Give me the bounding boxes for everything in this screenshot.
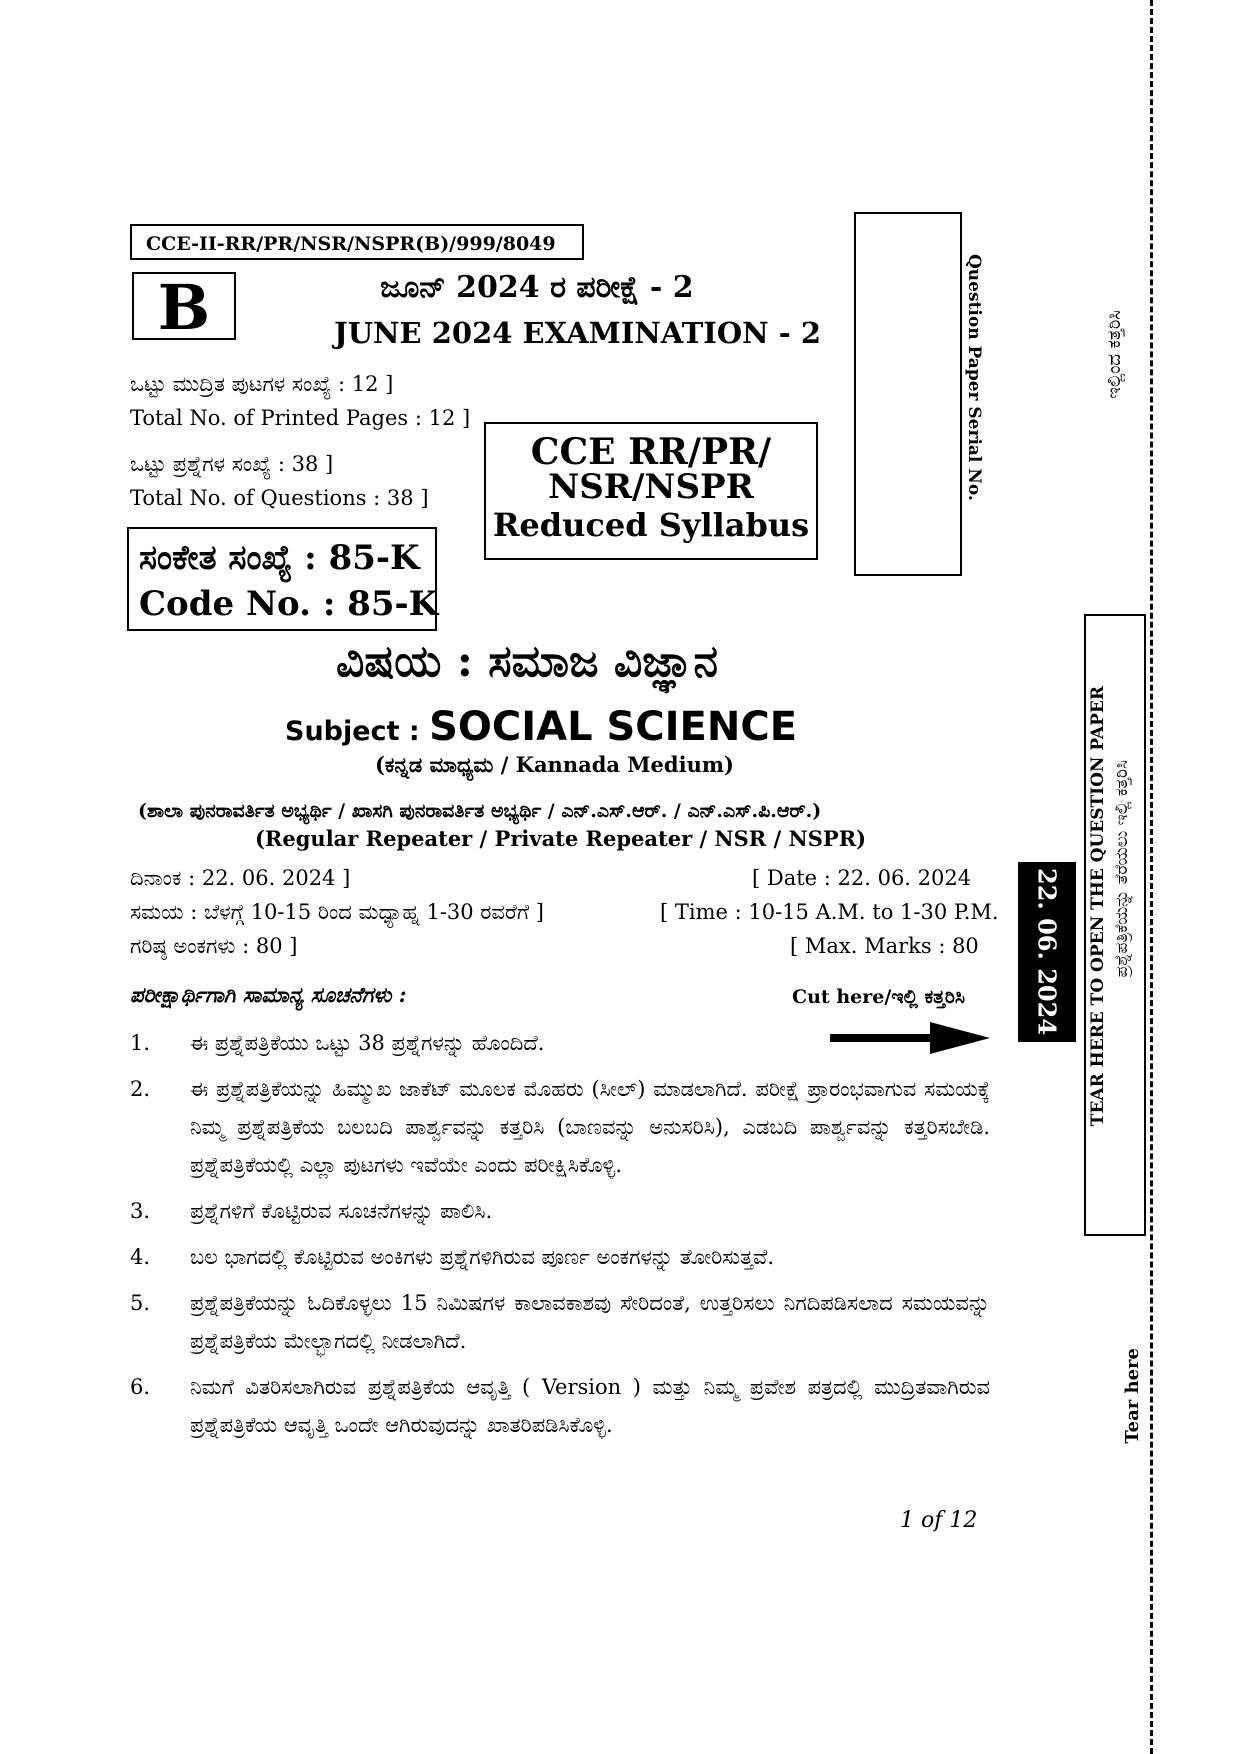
- version-box: B: [132, 272, 236, 340]
- time-english: [ Time : 10-15 A.M. to 1-30 P.M.: [660, 900, 999, 924]
- list-item: 1. ಈ ಪ್ರಶ್ನೆಪತ್ರಿಕೆಯು ಒಟ್ಟು 38 ಪ್ರಶ್ನೆಗಳನ್ನು ಹೊಂದಿದೆ.: [130, 1031, 545, 1055]
- printed-pages-english: Total No. of Printed Pages : 12 ]: [130, 406, 471, 430]
- instructions-list: [130, 1024, 990, 1452]
- candidate-type-kannada: (ಶಾಲಾ ಪುನರಾವರ್ತಿತ ಅಭ್ಯರ್ಥಿ / ಖಾಸಗಿ ಪುನರಾವರ್ತಿತ ಅಭ್ಯರ್ಥಿ / ಎನ್.ಎಸ್.ಆರ್. / ಎನ್.ಎಸ್.ಪಿ.ಆರ್.): [138, 800, 822, 822]
- subject-label: Subject :: [285, 716, 430, 747]
- perforation-line[interactable]: [1150, 0, 1153, 1754]
- list-item: 6. ನಿಮಗೆ ವಿತರಿಸಲಾಗಿರುವ ಪ್ರಶ್ನೆಪತ್ರಿಕೆಯ ಆವೃತ್ತಿ ( Version ) ಮತ್ತು ನಿಮ್ಮ ಪ್ರವೇಶ ಪತ್ರದಲ್ಲಿ ಮುದ್ರಿತವಾಗಿರುವ ಪ್ರಶ್ನೆಪತ್ರಿಕೆಯ ಆವೃತ್ತಿ ಒಂದೇ ಆಗಿರುವುದನ್ನು ಖಾತರಿಪಡಿಸಿಕೊಳ್ಳಿ.: [130, 1375, 990, 1437]
- exam-title-kannada: ಜೂನ್ 2024 ರ ಪರೀಕ್ಷೆ - 2: [380, 270, 694, 305]
- subject-english: [285, 704, 797, 750]
- printed-pages-kannada: ಒಟ್ಟು ಮುದ್ರಿತ ಪುಟಗಳ ಸಂಖ್ಯೆ : 12 ]: [130, 372, 394, 396]
- list-item: 3. ಪ್ರಶ್ನೆಗಳಿಗೆ ಕೊಟ್ಟಿರುವ ಸೂಚನೆಗಳನ್ನು ಪಾಲಿಸಿ.: [130, 1199, 493, 1223]
- questions-count-kannada: ಒಟ್ಟು ಪ್ರಶ್ನೆಗಳ ಸಂಖ್ಯೆ : 38 ]: [130, 452, 334, 476]
- syllabus-line-3: Reduced Syllabus: [492, 506, 810, 544]
- paper-code-box: CCE-II-RR/PR/NSR/NSPR(B)/999/8049: [130, 224, 584, 260]
- date-english: [ Date : 22. 06. 2024: [752, 866, 972, 890]
- questions-count-english: Total No. of Questions : 38 ]: [130, 486, 429, 510]
- cut-from-here-kannada: ಇಲ್ಲಿಂದ ಕತ್ತರಿಸಿ: [1104, 310, 1125, 399]
- subject-code-box: [127, 527, 437, 631]
- cut-here-label: Cut here/ಇಲ್ಲಿ ಕತ್ತರಿಸಿ: [792, 986, 965, 1008]
- instructions-title: ಪರೀಕ್ಷಾರ್ಥಿಗಾಗಿ ಸಾಮಾನ್ಯ ಸೂಚನೆಗಳು :: [130, 982, 407, 1007]
- list-item: 4. ಬಲ ಭಾಗದಲ್ಲಿ ಕೊಟ್ಟಿರುವ ಅಂಕಿಗಳು ಪ್ರಶ್ನೆಗಳಿಗಿರುವ ಪೂರ್ಣ ಅಂಕಗಳನ್ನು ತೋರಿಸುತ್ತವೆ.: [130, 1245, 775, 1269]
- tear-here-label: Tear here: [1122, 1348, 1143, 1444]
- code-kannada: ಸಂಕೇತ ಸಂಖ್ಯೆ : 85-K: [139, 538, 420, 578]
- tear-instruction-kannada: ಪ್ರಶ್ನೆಪತ್ರಿಕೆಯನ್ನು ತೆರೆಯಲು ಇಲ್ಲಿ ಕತ್ತರಿಸಿ: [1112, 760, 1132, 978]
- tear-instruction-english: TEAR HERE TO OPEN THE QUESTION PAPER: [1088, 686, 1108, 1127]
- list-item: 2. ಈ ಪ್ರಶ್ನೆಪತ್ರಿಕೆಯನ್ನು ಹಿಮ್ಮುಖ ಜಾಕೆಟ್ ಮೂಲಕ ಮೊಹರು (ಸೀಲ್) ಮಾಡಲಾಗಿದೆ. ಪರೀಕ್ಷೆ ಪ್ರಾರಂಭವಾಗುವ ಸಮಯಕ್ಕೆ ನಿಮ್ಮ ಪ್ರಶ್ನೆಪತ್ರಿಕೆಯ ಬಲಬದಿ ಪಾರ್ಶ್ವವನ್ನು ಕತ್ತರಿಸಿ (ಬಾಣವನ್ನು ಅನುಸರಿಸಿ), ಎಡಬದಿ ಪಾರ್ಶ್ವವನ್ನು ಕತ್ತರಿಸಬೇಡಿ. ಪ್ರಶ್ನೆಪತ್ರಿಕೆಯಲ್ಲಿ ಎಲ್ಲಾ ಪುಟಗಳು ಇವೆಯೇ ಎಂದು ಪರೀಕ್ಷಿಸಿಕೊಳ್ಳಿ.: [130, 1077, 990, 1177]
- time-kannada: ಸಮಯ : ಬೆಳಗ್ಗೆ 10-15 ರಿಂದ ಮಧ್ಯಾಹ್ನ 1-30 ರವರೆಗೆ ]: [130, 900, 544, 924]
- marks-english: [ Max. Marks : 80: [790, 934, 979, 958]
- marks-kannada: ಗರಿಷ್ಠ ಅಂಕಗಳು : 80 ]: [130, 934, 298, 958]
- list-item: 5. ಪ್ರಶ್ನೆಪತ್ರಿಕೆಯನ್ನು ಓದಿಕೊಳ್ಳಲು 15 ನಿಮಿಷಗಳ ಕಾಲಾವಕಾಶವು ಸೇರಿದಂತೆ, ಉತ್ತರಿಸಲು ನಿಗದಿಪಡಿಸಲಾದ ಸಮಯವನ್ನು ಪ್ರಶ್ನೆಪತ್ರಿಕೆಯ ಮೇಲ್ಭಾಗದಲ್ಲಿ ನೀಡಲಾಗಿದೆ.: [130, 1291, 990, 1353]
- date-strip: 22. 06. 2024: [1018, 862, 1076, 1042]
- subject-name: SOCIAL SCIENCE: [429, 704, 798, 750]
- serial-number-box: [854, 212, 962, 576]
- page-number: 1 of 12: [900, 1508, 978, 1533]
- serial-number-label: Question Paper Serial No.: [964, 254, 984, 501]
- medium: (ಕನ್ನಡ ಮಾಧ್ಯಮ / Kannada Medium): [375, 752, 734, 777]
- syllabus-box: [484, 422, 818, 560]
- subject-kannada: ವಿಷಯ : ಸಮಾಜ ವಿಜ್ಞಾನ: [336, 636, 718, 687]
- exam-title-english: JUNE 2024 EXAMINATION - 2: [334, 316, 822, 350]
- syllabus-line-1: CCE RR/PR/: [530, 431, 772, 473]
- date-kannada: ದಿನಾಂಕ : 22. 06. 2024 ]: [130, 866, 351, 890]
- candidate-type-english: (Regular Repeater / Private Repeater / NSR / NSPR): [255, 826, 867, 851]
- code-english: Code No. : 85-K: [139, 584, 439, 624]
- syllabus-line-2: NSR/NSPR: [548, 467, 754, 507]
